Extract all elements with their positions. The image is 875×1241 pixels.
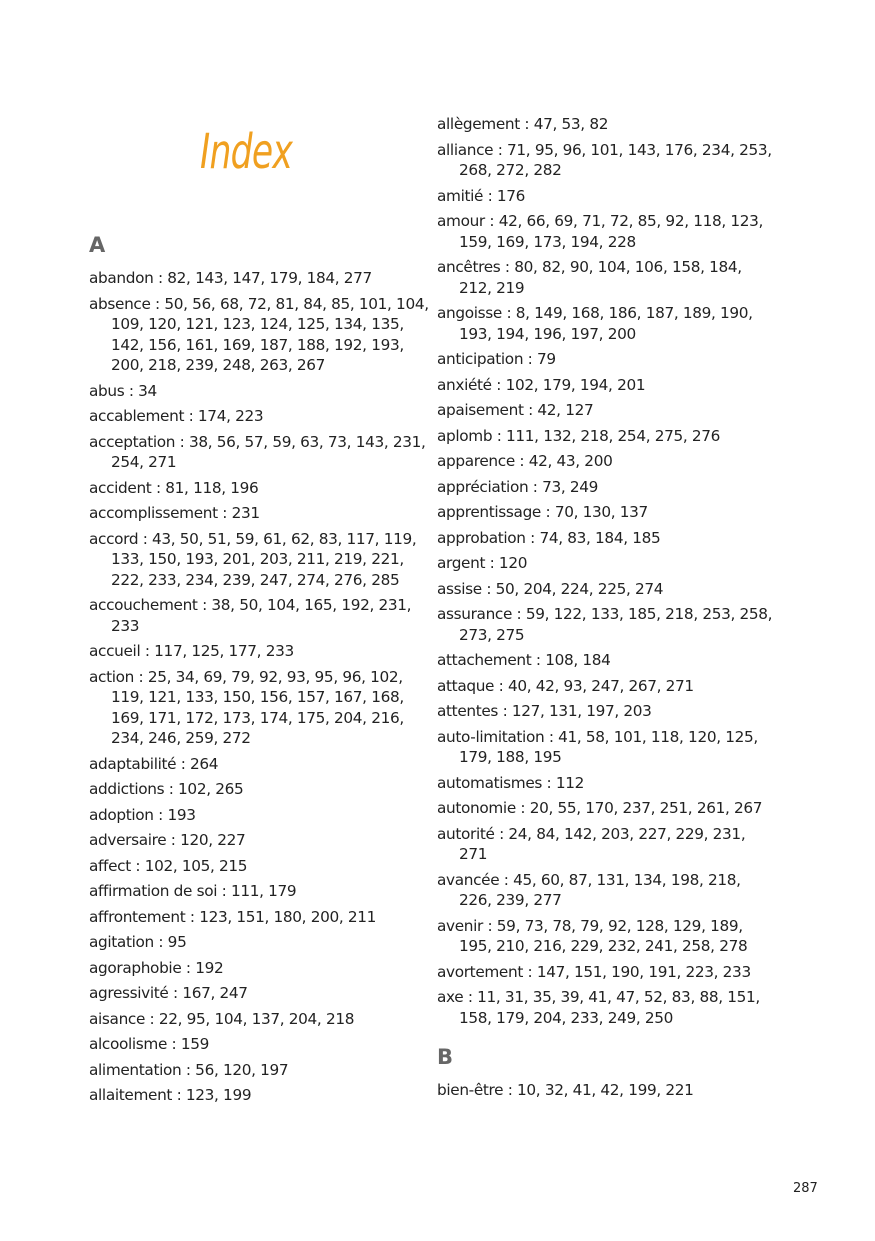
index-entry: attentes : 127, 131, 197, 203 — [437, 702, 652, 720]
index-entry: automatismes : 112 — [437, 773, 584, 792]
index-entry: addictions : 102, 265 — [89, 780, 244, 798]
index-entry: alliance : 71, 95, 96, 101, 143, 176, 234, 253, 268, 272, 282 — [437, 140, 772, 179]
index-entry: abandon : 82, 143, 147, 179, 184, 277 — [89, 269, 372, 287]
index-entry: assise : 50, 204, 224, 225, 274 — [437, 579, 664, 598]
index-entry: agressivité : 167, 247 — [89, 984, 248, 1002]
index-entry: auto-limitation : 41, 58, 101, 118, 120, 125, 179, 188, 195 — [437, 727, 758, 766]
index-entry: abus : 34 — [89, 381, 157, 400]
index-entry: affect : 102, 105, 215 — [89, 856, 248, 875]
index-entry: acceptation : 38, 56, 57, 59, 63, 73, 143, 231, 254, 271 — [89, 432, 426, 471]
index-entry: anticipation : 79 — [437, 350, 556, 368]
index-entry: argent : 120 — [437, 554, 528, 572]
index-entry: anxiété : 102, 179, 194, 201 — [437, 375, 646, 394]
index-entry: agitation : 95 — [89, 933, 187, 951]
index-entry: assurance : 59, 122, 133, 185, 218, 253, 258, 273, 275 — [437, 605, 773, 644]
index-entry: aisance : 22, 95, 104, 137, 204, 218 — [89, 1009, 355, 1028]
index-entry: adaptabilité : 264 — [89, 754, 219, 773]
index-entry: ancêtres : 80, 82, 90, 104, 106, 158, 184, 212, 219 — [437, 258, 742, 297]
index-entry: alcoolisme : 159 — [89, 1035, 210, 1053]
index-entry: accueil : 117, 125, 177, 233 — [89, 642, 294, 660]
index-column-right — [437, 114, 777, 1106]
index-entry: avenir : 59, 73, 78, 79, 92, 128, 129, 189, 195, 210, 216, 229, 232, 241, 258, 278 — [437, 916, 748, 955]
index-entry: accord : 43, 50, 51, 59, 61, 62, 83, 117, 119, 133, 150, 193, 201, 203, 211, 219, 221, 222, 233, 234, 239, 247, 274, 276, 285 — [89, 529, 417, 589]
section-letter-b: B — [437, 1045, 454, 1069]
page-number: 287 — [793, 1181, 818, 1196]
index-entry: accomplissement : 231 — [89, 504, 260, 522]
index-entry: apparence : 42, 43, 200 — [437, 452, 613, 470]
index-entry: accident : 81, 118, 196 — [89, 478, 259, 497]
index-entry: aplomb : 111, 132, 218, 254, 275, 276 — [437, 426, 721, 445]
index-entry: adversaire : 120, 227 — [89, 831, 246, 849]
index-entry: absence : 50, 56, 68, 72, 81, 84, 85, 101, 104, 109, 120, 121, 123, 124, 125, 134, 135, 142, 156, 161, 169, 187, 188, 192, 193, 200, 218, 239, 248, 263, 267 — [89, 294, 429, 374]
index-entry: adoption : 193 — [89, 805, 196, 824]
index-entry: avancée : 45, 60, 87, 131, 134, 198, 218, 226, 239, 277 — [437, 870, 741, 909]
index-entry: alimentation : 56, 120, 197 — [89, 1060, 289, 1079]
index-entry: accablement : 174, 223 — [89, 407, 264, 425]
index-entry: affrontement : 123, 151, 180, 200, 211 — [89, 907, 377, 926]
index-entry: affirmation de soi : 111, 179 — [89, 882, 297, 900]
index-title: Index — [200, 124, 293, 180]
index-entry: avortement : 147, 151, 190, 191, 223, 233 — [437, 962, 751, 981]
index-entry: approbation : 74, 83, 184, 185 — [437, 528, 661, 547]
section-letter-a: A — [89, 233, 106, 257]
index-entry: attaque : 40, 42, 93, 247, 267, 271 — [437, 676, 694, 695]
index-entry: angoisse : 8, 149, 168, 186, 187, 189, 190, 193, 194, 196, 197, 200 — [437, 304, 753, 343]
index-entry: agoraphobie : 192 — [89, 958, 224, 977]
index-entry: allaitement : 123, 199 — [89, 1086, 252, 1104]
index-entry: allègement : 47, 53, 82 — [437, 115, 609, 133]
index-entry: axe : 11, 31, 35, 39, 41, 47, 52, 83, 88, 151, 158, 179, 204, 233, 249, 250 — [437, 988, 760, 1027]
index-entry: amour : 42, 66, 69, 71, 72, 85, 92, 118, 123, 159, 169, 173, 194, 228 — [437, 212, 764, 251]
index-entry: autorité : 24, 84, 142, 203, 227, 229, 231, 271 — [437, 824, 746, 863]
index-entry: appréciation : 73, 249 — [437, 477, 599, 496]
index-entry: amitié : 176 — [437, 186, 526, 205]
index-entry: autonomie : 20, 55, 170, 237, 251, 261, 267 — [437, 799, 763, 817]
index-entry: accouchement : 38, 50, 104, 165, 192, 231, 233 — [89, 596, 412, 635]
index-entry: attachement : 108, 184 — [437, 651, 611, 669]
index-entry: bien-être : 10, 32, 41, 42, 199, 221 — [437, 1081, 694, 1099]
index-column-left — [89, 232, 429, 1111]
index-entry: apaisement : 42, 127 — [437, 401, 594, 419]
index-entry: apprentissage : 70, 130, 137 — [437, 503, 648, 521]
index-entry: action : 25, 34, 69, 79, 92, 93, 95, 96, 102, 119, 121, 133, 150, 156, 157, 167, 168, 169, 171, 172, 173, 174, 175, 204, 216, 234, 246, 259, 272 — [89, 667, 404, 747]
